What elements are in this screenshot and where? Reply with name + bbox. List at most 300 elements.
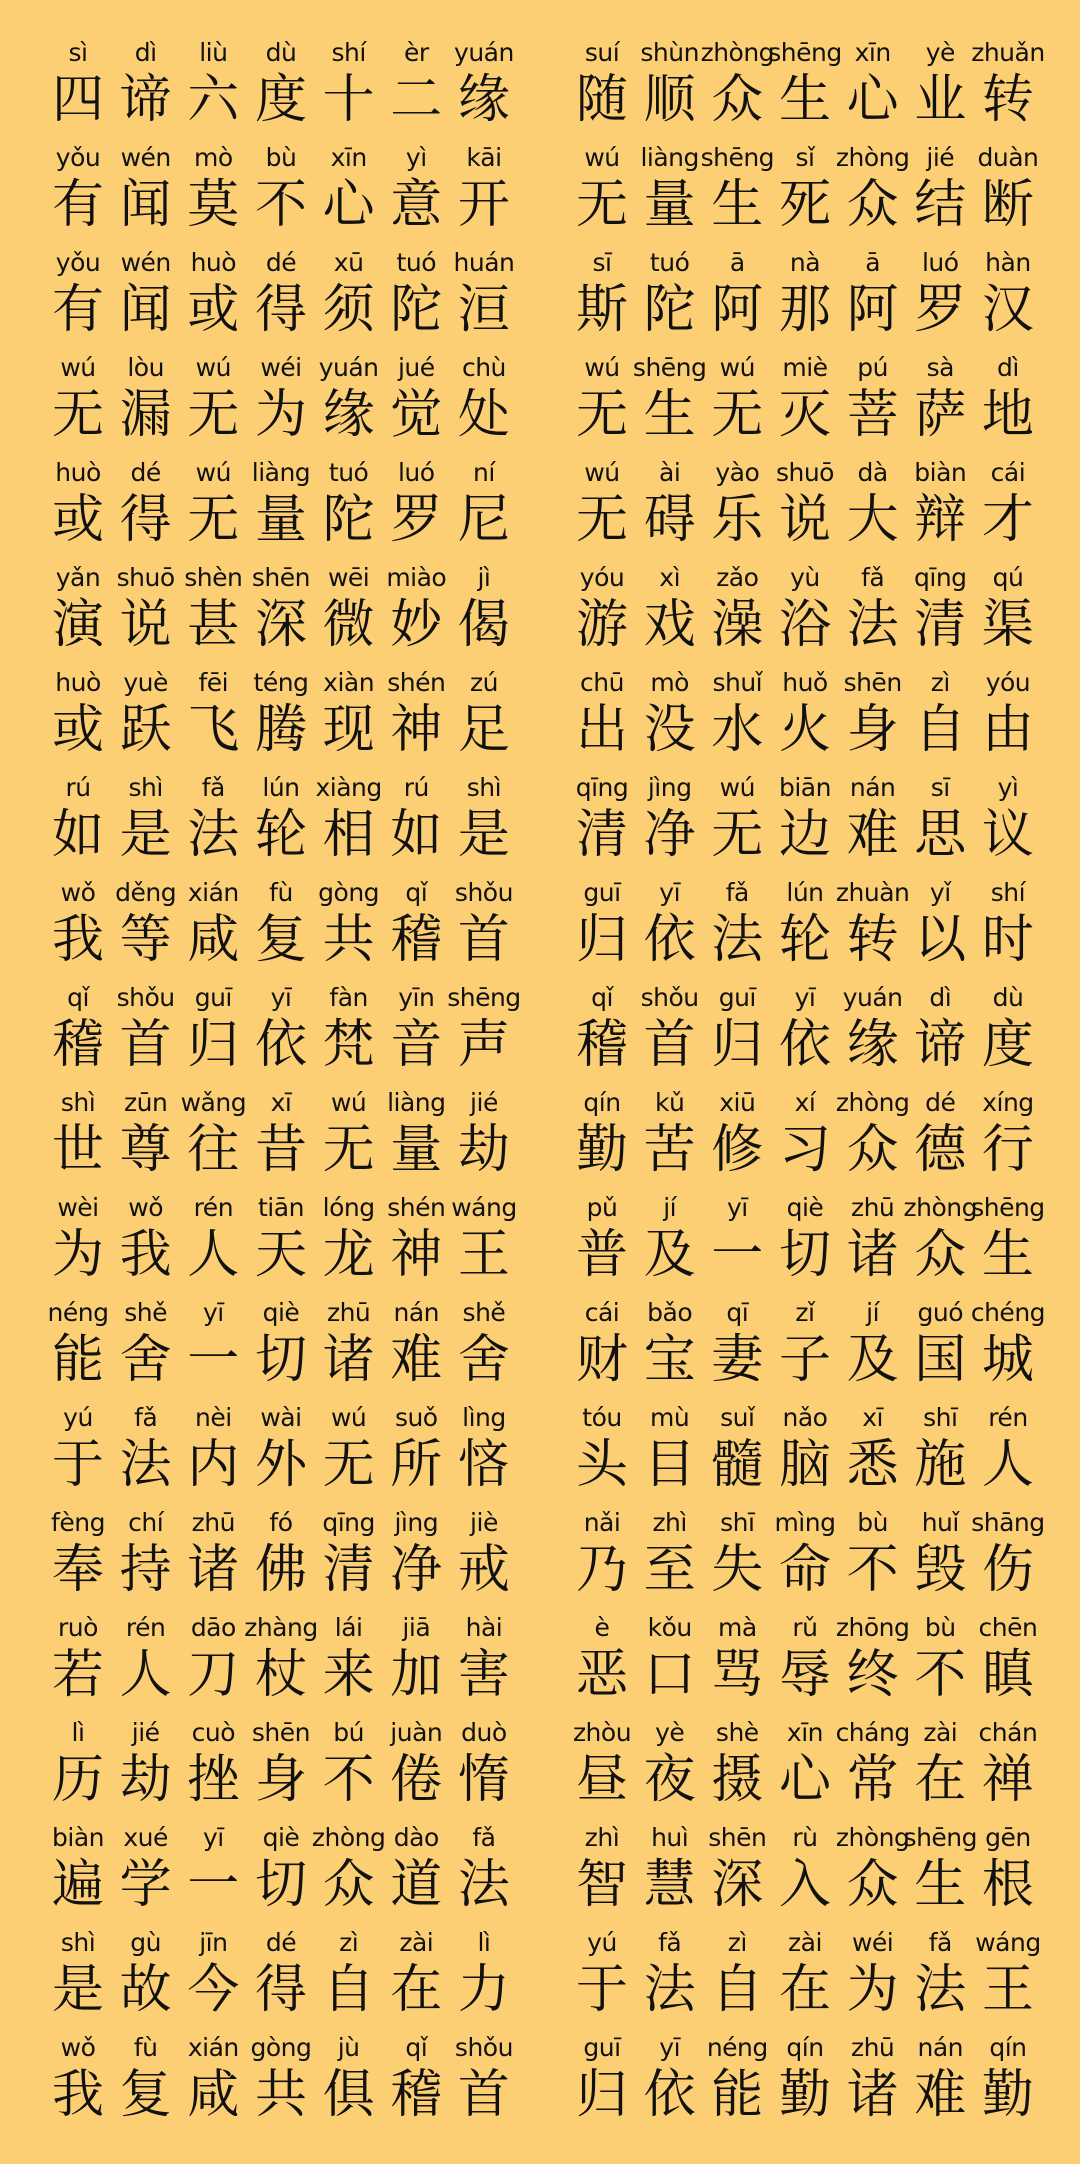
pinyin: lóng — [322, 1193, 375, 1222]
pinyin: guī — [194, 983, 232, 1012]
pinyin: miào — [386, 563, 447, 592]
pinyin: tiān — [258, 1193, 304, 1222]
character-cell — [908, 1403, 972, 1508]
hanzi: 所 — [390, 1435, 443, 1495]
character-cell — [181, 1718, 245, 1823]
pinyin: è — [594, 1613, 610, 1642]
hanzi: 缘 — [322, 385, 375, 445]
pinyin: pǔ — [586, 1193, 618, 1222]
hanzi: 行 — [981, 1120, 1034, 1180]
verse-line-right — [570, 983, 1040, 1088]
verse-line-left — [46, 668, 516, 773]
pinyin: shí — [331, 38, 366, 67]
character-cell — [841, 1508, 905, 1613]
character-cell — [705, 773, 769, 878]
hanzi: 开 — [457, 175, 510, 235]
hanzi: 归 — [711, 1015, 764, 1075]
pinyin: yú — [63, 1403, 93, 1432]
hanzi: 梵 — [322, 1015, 375, 1075]
hanzi: 为 — [51, 1225, 104, 1285]
character-cell — [384, 983, 448, 1088]
hanzi: 尼 — [457, 490, 510, 550]
character-cell — [971, 38, 1045, 143]
hanzi: 生 — [981, 1225, 1034, 1285]
hanzi: 神 — [390, 1225, 443, 1285]
character-cell — [114, 1928, 178, 2033]
character-cell — [114, 668, 178, 773]
hanzi: 才 — [981, 490, 1034, 550]
character-cell — [46, 773, 110, 878]
hanzi: 切 — [254, 1330, 307, 1390]
hanzi: 龙 — [322, 1225, 375, 1285]
character-cell — [638, 1193, 702, 1298]
pinyin: wén — [120, 143, 171, 172]
pinyin: yóu — [579, 563, 625, 592]
pinyin: wú — [330, 1403, 367, 1432]
character-cell — [638, 2033, 702, 2138]
hanzi: 王 — [457, 1225, 510, 1285]
character-cell — [638, 773, 702, 878]
pinyin: cái — [990, 458, 1026, 487]
character-cell — [638, 1928, 702, 2033]
character-cell — [970, 1298, 1046, 1403]
verse-line-left — [46, 983, 521, 1088]
hanzi: 莫 — [187, 175, 240, 235]
pinyin: wáng — [451, 1193, 517, 1222]
hanzi: 学 — [119, 1855, 172, 1915]
verse-line-left — [46, 1613, 516, 1718]
hanzi: 法 — [457, 1855, 510, 1915]
character-cell — [976, 1613, 1040, 1718]
character-cell — [447, 983, 521, 1088]
pinyin: xīn — [854, 38, 891, 67]
hanzi: 无 — [711, 805, 764, 865]
hanzi: 稽 — [390, 910, 443, 970]
hanzi: 入 — [778, 1855, 831, 1915]
pinyin: wú — [584, 353, 620, 382]
hanzi: 依 — [778, 1015, 831, 1075]
hanzi: 命 — [778, 1540, 831, 1600]
pinyin: fǎ — [928, 1928, 952, 1957]
character-cell — [908, 38, 972, 143]
pinyin: shì — [60, 1928, 96, 1957]
hanzi: 无 — [187, 385, 240, 445]
character-cell — [114, 1613, 178, 1718]
verse-row — [46, 1403, 1052, 1508]
character-cell — [46, 458, 110, 563]
character-cell — [181, 773, 245, 878]
pinyin: jīn — [199, 1928, 228, 1957]
hanzi: 头 — [575, 1435, 628, 1495]
pinyin: shì — [466, 773, 502, 802]
pinyin: shén — [387, 668, 446, 697]
verse-line-left — [46, 1088, 516, 1193]
verse-row — [46, 983, 1052, 1088]
character-cell — [976, 1088, 1040, 1193]
hanzi: 四 — [51, 70, 104, 130]
hanzi: 演 — [51, 595, 104, 655]
hanzi: 罗 — [390, 490, 443, 550]
pinyin: dé — [265, 248, 297, 277]
pinyin: huò — [55, 668, 101, 697]
pinyin: yú — [587, 1928, 617, 1957]
pinyin: zhòng — [700, 38, 775, 67]
character-cell — [114, 1403, 178, 1508]
hanzi: 陀 — [643, 280, 696, 340]
hanzi: 财 — [575, 1330, 628, 1390]
pinyin: tuó — [328, 458, 369, 487]
verse-line-left — [46, 1403, 516, 1508]
character-cell — [908, 773, 972, 878]
hanzi: 度 — [254, 70, 307, 130]
character-cell — [249, 1403, 313, 1508]
pinyin: wǒ — [60, 878, 96, 907]
character-cell — [249, 38, 313, 143]
pinyin: gòng — [318, 878, 380, 907]
character-cell — [249, 563, 313, 668]
character-cell — [705, 1928, 769, 2033]
hanzi: 跃 — [119, 700, 172, 760]
verse-line-left — [46, 1928, 516, 2033]
pinyin: xīn — [330, 143, 367, 172]
hanzi: 乃 — [575, 1540, 628, 1600]
character-cell — [384, 1928, 448, 2033]
hanzi: 遍 — [51, 1855, 104, 1915]
hanzi: 议 — [981, 805, 1034, 865]
pinyin: jiè — [470, 1508, 498, 1537]
character-cell — [384, 353, 448, 458]
hanzi: 无 — [322, 1120, 375, 1180]
pinyin: shēng — [447, 983, 521, 1012]
hanzi: 首 — [457, 2065, 510, 2125]
hanzi: 得 — [119, 490, 172, 550]
pinyin: shēn — [251, 1718, 311, 1747]
hanzi: 量 — [643, 175, 696, 235]
pinyin: qī — [726, 1298, 749, 1327]
character-cell — [841, 1403, 905, 1508]
hanzi: 一 — [187, 1330, 240, 1390]
character-cell — [249, 773, 313, 878]
hanzi: 随 — [575, 70, 628, 130]
pinyin: jué — [397, 353, 435, 382]
pinyin: jí — [866, 1298, 880, 1327]
character-cell — [181, 2033, 245, 2138]
pinyin: shēn — [843, 668, 902, 697]
character-cell — [773, 248, 837, 353]
character-cell — [384, 248, 448, 353]
hanzi: 我 — [51, 910, 104, 970]
verse-line-left — [46, 563, 516, 668]
character-cell — [835, 1088, 910, 1193]
pinyin: wéi — [851, 1928, 894, 1957]
hanzi: 谛 — [914, 1015, 967, 1075]
character-cell — [317, 1613, 381, 1718]
pinyin: nèi — [194, 1403, 232, 1432]
pinyin: qín — [786, 2033, 824, 2062]
character-cell — [570, 1298, 634, 1403]
hanzi: 在 — [390, 1960, 443, 2020]
character-cell — [773, 1508, 837, 1613]
character-cell — [773, 1718, 837, 1823]
hanzi: 处 — [457, 385, 510, 445]
character-cell — [114, 2033, 178, 2138]
hanzi: 觉 — [390, 385, 443, 445]
hanzi: 尊 — [119, 1120, 172, 1180]
pinyin: nà — [789, 248, 821, 277]
pinyin: fǎ — [134, 1403, 158, 1432]
verse-line-right — [570, 458, 1040, 563]
pinyin: fó — [269, 1508, 293, 1537]
character-cell — [835, 143, 910, 248]
pinyin: sà — [926, 353, 954, 382]
pinyin: guī — [718, 983, 756, 1012]
pinyin: zhòng — [311, 1823, 386, 1852]
hanzi: 髓 — [711, 1435, 764, 1495]
verse-line-right — [570, 1508, 1045, 1613]
verse-line-right — [570, 248, 1040, 353]
hanzi: 智 — [575, 1855, 628, 1915]
hanzi: 碍 — [643, 490, 696, 550]
hanzi: 来 — [322, 1645, 375, 1705]
pinyin: zhì — [584, 1823, 620, 1852]
verse-row — [46, 1928, 1052, 2033]
hanzi: 边 — [778, 805, 831, 865]
pinyin: yuán — [318, 353, 379, 382]
pinyin: wèi — [57, 1193, 99, 1222]
pinyin: yī — [659, 878, 681, 907]
character-cell — [976, 143, 1040, 248]
verse-line-left — [46, 38, 516, 143]
verse-row — [46, 1508, 1052, 1613]
character-cell — [705, 353, 769, 458]
pinyin: zǎo — [716, 563, 759, 592]
pinyin: wēi — [327, 563, 370, 592]
hanzi: 缘 — [846, 1015, 899, 1075]
pinyin: shǒu — [640, 983, 699, 1012]
character-cell — [46, 353, 110, 458]
verse-line-right — [570, 353, 1040, 458]
hanzi: 火 — [778, 700, 831, 760]
hanzi: 悋 — [457, 1435, 510, 1495]
character-cell — [452, 563, 516, 668]
pinyin: chéng — [970, 1298, 1046, 1327]
character-cell — [570, 143, 634, 248]
character-cell — [46, 1508, 110, 1613]
pinyin: tóu — [582, 1403, 622, 1432]
pinyin: jié — [131, 1718, 160, 1747]
pinyin: rǔ — [792, 1613, 818, 1642]
character-cell — [452, 668, 516, 773]
character-cell — [244, 1613, 318, 1718]
verse-row — [46, 1088, 1052, 1193]
character-cell — [841, 1928, 905, 2033]
pinyin: yù — [790, 563, 820, 592]
character-cell — [452, 1403, 516, 1508]
pinyin: wǒ — [128, 1193, 164, 1222]
character-cell — [835, 1718, 910, 1823]
pinyin: liàng — [387, 1088, 446, 1117]
hanzi: 汉 — [981, 280, 1034, 340]
hanzi: 共 — [322, 910, 375, 970]
character-cell — [181, 1928, 245, 2033]
hanzi: 萨 — [914, 385, 967, 445]
character-cell — [317, 668, 381, 773]
character-cell — [249, 1508, 313, 1613]
character-cell — [114, 1508, 178, 1613]
hanzi: 及 — [846, 1330, 899, 1390]
pinyin: suí — [584, 38, 620, 67]
character-cell — [705, 1298, 769, 1403]
pinyin: suǐ — [720, 1403, 755, 1432]
pinyin: nǎo — [782, 1403, 828, 1432]
verse-line-left — [46, 248, 516, 353]
pinyin: qiè — [786, 1193, 824, 1222]
character-cell — [452, 878, 516, 983]
pinyin: jié — [926, 143, 955, 172]
hanzi: 人 — [981, 1435, 1034, 1495]
hanzi: 转 — [846, 910, 899, 970]
hanzi: 失 — [711, 1540, 764, 1600]
character-cell — [46, 1193, 110, 1298]
hanzi: 清 — [322, 1540, 375, 1600]
hanzi: 往 — [187, 1120, 240, 1180]
pinyin: shāng — [971, 1508, 1045, 1537]
pinyin: shēng — [768, 38, 842, 67]
hanzi: 俱 — [322, 2065, 375, 2125]
pinyin: duàn — [977, 143, 1039, 172]
hanzi: 神 — [390, 700, 443, 760]
character-cell — [705, 1718, 769, 1823]
character-cell — [46, 1403, 110, 1508]
verse-row — [46, 878, 1052, 983]
pinyin: yuè — [123, 668, 168, 697]
verse-line-right — [570, 143, 1040, 248]
pinyin: yuán — [454, 38, 514, 67]
hanzi: 缘 — [457, 70, 510, 130]
pinyin: qǐ — [405, 2033, 428, 2062]
character-cell — [181, 1298, 245, 1403]
pinyin: mù — [650, 1403, 690, 1432]
character-cell — [181, 1193, 245, 1298]
character-cell — [114, 143, 178, 248]
hanzi: 国 — [914, 1330, 967, 1390]
hanzi: 咸 — [187, 2065, 240, 2125]
pinyin: shēng — [971, 1193, 1045, 1222]
pinyin: huò — [55, 458, 101, 487]
hanzi: 禅 — [981, 1750, 1034, 1810]
character-cell — [452, 353, 516, 458]
hanzi: 首 — [119, 1015, 172, 1075]
character-cell — [46, 563, 110, 668]
character-cell — [908, 1718, 972, 1823]
pinyin: yǎn — [55, 563, 101, 592]
character-cell — [249, 2033, 313, 2138]
hanzi: 那 — [778, 280, 831, 340]
pinyin: xué — [123, 1823, 168, 1852]
pinyin: shī — [720, 1508, 755, 1537]
character-cell — [638, 1718, 702, 1823]
hanzi: 诸 — [187, 1540, 240, 1600]
pinyin: lái — [334, 1613, 363, 1642]
hanzi: 无 — [711, 385, 764, 445]
pinyin: qín — [583, 1088, 621, 1117]
hanzi: 依 — [643, 2065, 696, 2125]
character-cell — [841, 458, 905, 563]
pinyin: shì — [60, 1088, 96, 1117]
hanzi: 害 — [457, 1645, 510, 1705]
pinyin: dé — [265, 1928, 297, 1957]
hanzi: 转 — [981, 70, 1034, 130]
character-cell — [452, 1823, 516, 1928]
pinyin: yè — [925, 38, 955, 67]
character-cell — [181, 878, 245, 983]
character-cell — [768, 38, 842, 143]
character-cell — [638, 668, 702, 773]
hanzi: 出 — [575, 700, 628, 760]
character-cell — [249, 1088, 313, 1193]
character-cell — [452, 1928, 516, 2033]
hanzi: 顺 — [643, 70, 696, 130]
character-cell — [570, 878, 634, 983]
verse-row — [46, 563, 1052, 668]
pinyin: shēng — [632, 353, 707, 382]
character-cell — [908, 1613, 972, 1718]
hanzi: 浴 — [778, 595, 831, 655]
hanzi: 于 — [51, 1435, 104, 1495]
pinyin: fù — [269, 878, 293, 907]
character-cell — [705, 1508, 769, 1613]
hanzi: 挫 — [187, 1750, 240, 1810]
pinyin: zhū — [191, 1508, 235, 1537]
hanzi: 舍 — [119, 1330, 172, 1390]
pinyin: suǒ — [394, 1403, 438, 1432]
hanzi: 外 — [254, 1435, 307, 1495]
hanzi: 若 — [51, 1645, 104, 1705]
character-cell — [384, 1193, 448, 1298]
hanzi: 无 — [575, 490, 628, 550]
pinyin: rù — [792, 1823, 818, 1852]
character-cell — [638, 458, 702, 563]
pinyin: fàn — [329, 983, 368, 1012]
hanzi: 等 — [119, 910, 172, 970]
pinyin: huǒ — [782, 668, 828, 697]
character-cell — [181, 1823, 245, 1928]
hanzi: 勤 — [981, 2065, 1034, 2125]
pinyin: dù — [265, 38, 297, 67]
hanzi: 诸 — [846, 2065, 899, 2125]
pinyin: yī — [794, 983, 816, 1012]
character-cell — [976, 353, 1040, 458]
pinyin: liàng — [251, 458, 311, 487]
character-cell — [249, 458, 313, 563]
hanzi: 辩 — [914, 490, 967, 550]
character-cell — [908, 248, 972, 353]
hanzi: 惰 — [457, 1750, 510, 1810]
character-cell — [46, 2033, 110, 2138]
hanzi: 为 — [846, 1960, 899, 2020]
character-cell — [249, 668, 313, 773]
hanzi: 咸 — [187, 910, 240, 970]
hanzi: 须 — [322, 280, 375, 340]
character-cell — [384, 1823, 448, 1928]
verse-row — [46, 773, 1052, 878]
character-cell — [46, 143, 110, 248]
hanzi: 得 — [254, 1960, 307, 2020]
character-cell — [773, 1613, 837, 1718]
character-cell — [570, 1193, 634, 1298]
pinyin: fēi — [198, 668, 229, 697]
pinyin: chí — [128, 1508, 164, 1537]
